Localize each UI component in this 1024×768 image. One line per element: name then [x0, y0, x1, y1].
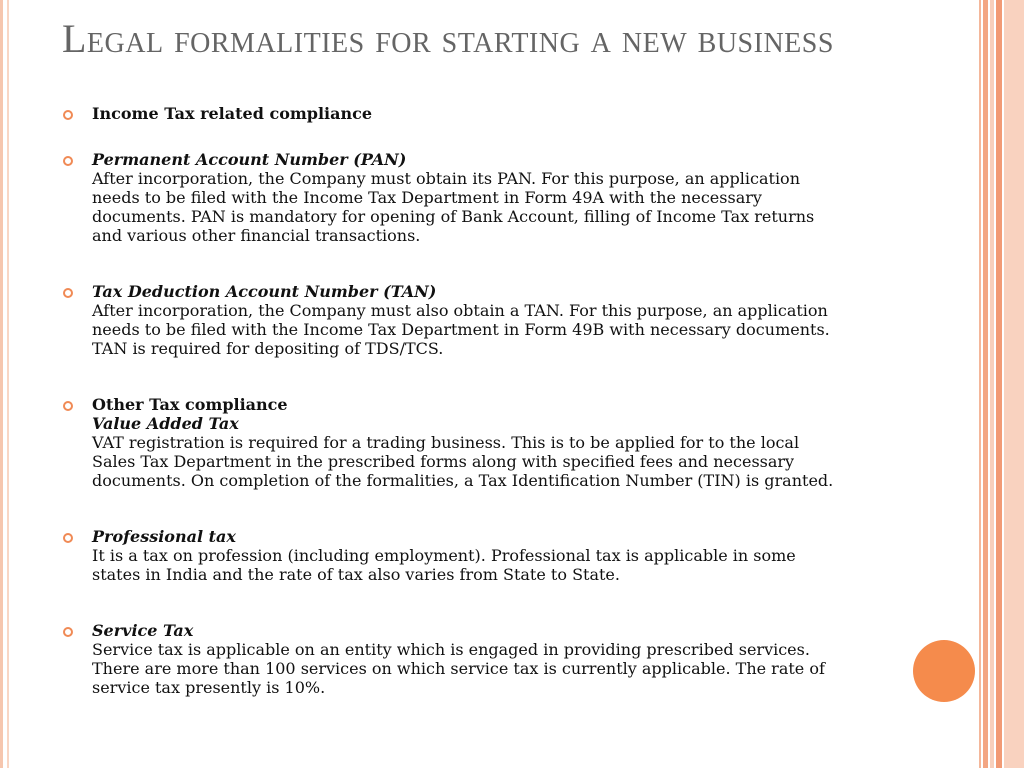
list-item-income-tax [62, 104, 942, 123]
slide-content [62, 104, 942, 697]
section-body-line: documents. PAN is mandatory for opening of Bank Account, filling of Income Tax returns [92, 207, 815, 226]
hollow-circle-bullet-icon [63, 401, 73, 411]
hollow-circle-bullet-icon [63, 627, 73, 637]
section-heading: Service Tax [92, 621, 194, 640]
hollow-circle-bullet-icon [63, 110, 73, 120]
hollow-circle-bullet-icon [63, 533, 73, 543]
right-decorative-stripe [983, 0, 988, 768]
section-body-line: Service tax is applicable on an entity which is engaged in providing prescribed services. [92, 640, 810, 659]
section-body-line: VAT registration is required for a trading business. This is to be applied for to the local [92, 433, 800, 452]
section-body-line: and various other financial transactions. [92, 226, 421, 245]
right-decorative-stripe [979, 0, 981, 768]
section-body-line: TAN is required for depositing of TDS/TCS. [92, 339, 444, 358]
decorative-orange-circle [913, 640, 975, 702]
section-body-line: There are more than 100 services on which service tax is currently applicable. The rate of [92, 659, 825, 678]
hollow-circle-bullet-icon [63, 288, 73, 298]
list-item-professional-tax [62, 527, 942, 584]
right-decorative-stripe [996, 0, 1002, 768]
section-body-line: Sales Tax Department in the prescribed forms along with specified fees and necessary [92, 452, 795, 471]
right-decorative-band [1004, 0, 1024, 768]
section-body-line: After incorporation, the Company must obtain its PAN. For this purpose, an application [92, 169, 800, 188]
section-heading: Permanent Account Number (PAN) [92, 150, 407, 169]
left-decorative-stripe-thin [7, 0, 9, 768]
section-heading: Professional tax [92, 527, 236, 546]
section-body-line: It is a tax on profession (including employment). Professional tax is applicable in some [92, 546, 796, 565]
list-item-service-tax [62, 621, 942, 697]
list-item-tan [62, 282, 942, 358]
section-body-line: After incorporation, the Company must also obtain a TAN. For this purpose, an application [92, 301, 828, 320]
section-heading: Other Tax compliance [92, 395, 288, 414]
hollow-circle-bullet-icon [63, 156, 73, 166]
section-body-line: states in India and the rate of tax also varies from State to State. [92, 565, 620, 584]
section-body-line: needs to be filed with the Income Tax Department in Form 49B with necessary documents. [92, 320, 830, 339]
section-body-line: needs to be filed with the Income Tax Department in Form 49A with the necessary [92, 188, 762, 207]
list-item-other-tax [62, 395, 942, 490]
list-item-pan [62, 150, 942, 245]
section-body-line: service tax presently is 10%. [92, 678, 326, 697]
section-heading: Income Tax related compliance [92, 104, 373, 123]
section-heading: Tax Deduction Account Number (TAN) [92, 282, 437, 301]
right-decorative-stripe [990, 0, 994, 768]
slide-title: Legal formalities for starting a new business [62, 16, 834, 61]
section-subheading: Value Added Tax [92, 414, 239, 433]
section-body-line: documents. On completion of the formalities, a Tax Identification Number (TIN) is granted. [92, 471, 834, 490]
left-decorative-stripe [0, 0, 3, 768]
